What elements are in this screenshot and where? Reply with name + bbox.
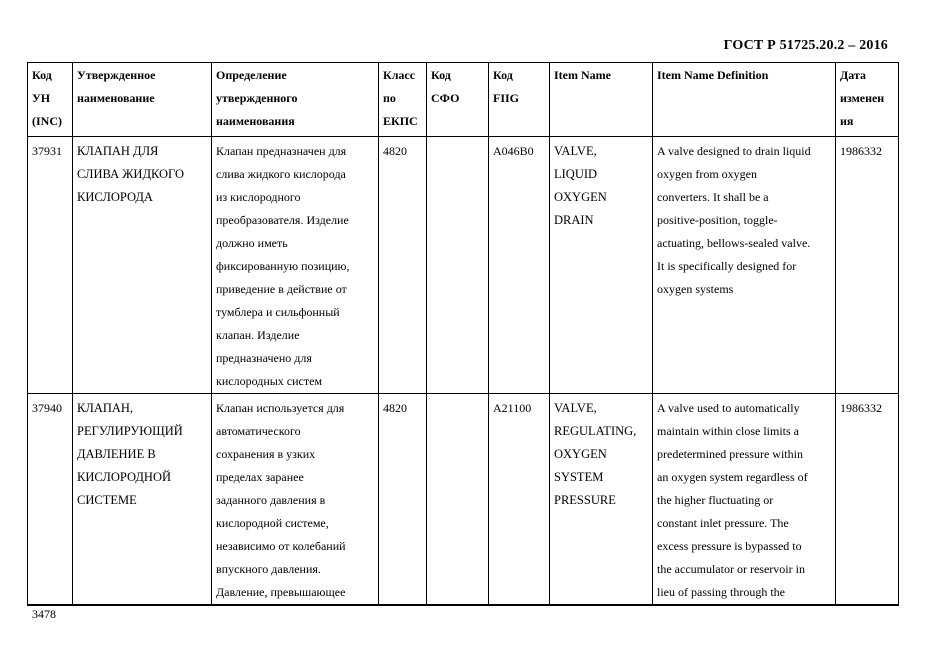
- cell-date: 1986332: [836, 394, 899, 606]
- cell-approved-name: КЛАПАН ДЛЯ СЛИВА ЖИДКОГО КИСЛОРОДА: [73, 137, 212, 394]
- cell-item-name: VALVE, REGULATING, OXYGEN SYSTEM PRESSURE: [550, 394, 653, 606]
- column-header-date: Дата изменен ия: [836, 63, 899, 137]
- cell-item-definition: A valve designed to drain liquid oxygen from oxygen converters. It shall be a positive-position, toggle- actuating, bellows-sealed valve. It is specifically designed for oxygen systems: [653, 137, 836, 394]
- cell-sfo: [427, 137, 489, 394]
- cell-fiig: A21100: [489, 394, 550, 606]
- cell-class: 4820: [379, 137, 427, 394]
- column-header-approved-name: Утвержденное наименование: [73, 63, 212, 137]
- column-header-fiig: Код FIIG: [489, 63, 550, 137]
- cell-date: 1986332: [836, 137, 899, 394]
- column-header-class: Класс по ЕКПС: [379, 63, 427, 137]
- column-header-inc: Код УН (INC): [28, 63, 73, 137]
- cell-definition: Клапан используется для автоматического сохранения в узких пределах заранее заданного давления в кислородной системе, независимо от колебаний впускного давления. Давление, превышающее: [212, 394, 379, 606]
- page-number: 3478: [32, 607, 56, 621]
- cell-fiig: A046B0: [489, 137, 550, 394]
- cell-sfo: [427, 394, 489, 606]
- cell-definition: Клапан предназначен для слива жидкого кислорода из кислородного преобразователя. Изделие должно иметь фиксированную позицию, приведение в действие от тумблера и сильфонный клапан. Изделие предназначено для кислородных систем: [212, 137, 379, 394]
- nomenclature-table: [27, 62, 899, 606]
- column-header-item-definition: Item Name Definition: [653, 63, 836, 137]
- column-header-sfo: Код СФО: [427, 63, 489, 137]
- column-header-item-name: Item Name: [550, 63, 653, 137]
- cell-class: 4820: [379, 394, 427, 606]
- cell-inc: 37940: [28, 394, 73, 606]
- table-row: [28, 137, 899, 394]
- table-header-row: [28, 63, 899, 137]
- cell-approved-name: КЛАПАН, РЕГУЛИРУЮЩИЙ ДАВЛЕНИЕ В КИСЛОРОДНОЙ СИСТЕМЕ: [73, 394, 212, 606]
- cell-item-name: VALVE, LIQUID OXYGEN DRAIN: [550, 137, 653, 394]
- cell-item-definition: A valve used to automatically maintain within close limits a predetermined pressure within an oxygen system regardless of the higher fluctuating or constant inlet pressure. The excess pressure is bypassed to the accumulator or reservoir in lieu of passing through the: [653, 394, 836, 606]
- table-row: [28, 394, 899, 606]
- cell-inc: 37931: [28, 137, 73, 394]
- column-header-definition: Определение утвержденного наименования: [212, 63, 379, 137]
- standard-number: ГОСТ Р 51725.20.2 – 2016: [723, 38, 888, 53]
